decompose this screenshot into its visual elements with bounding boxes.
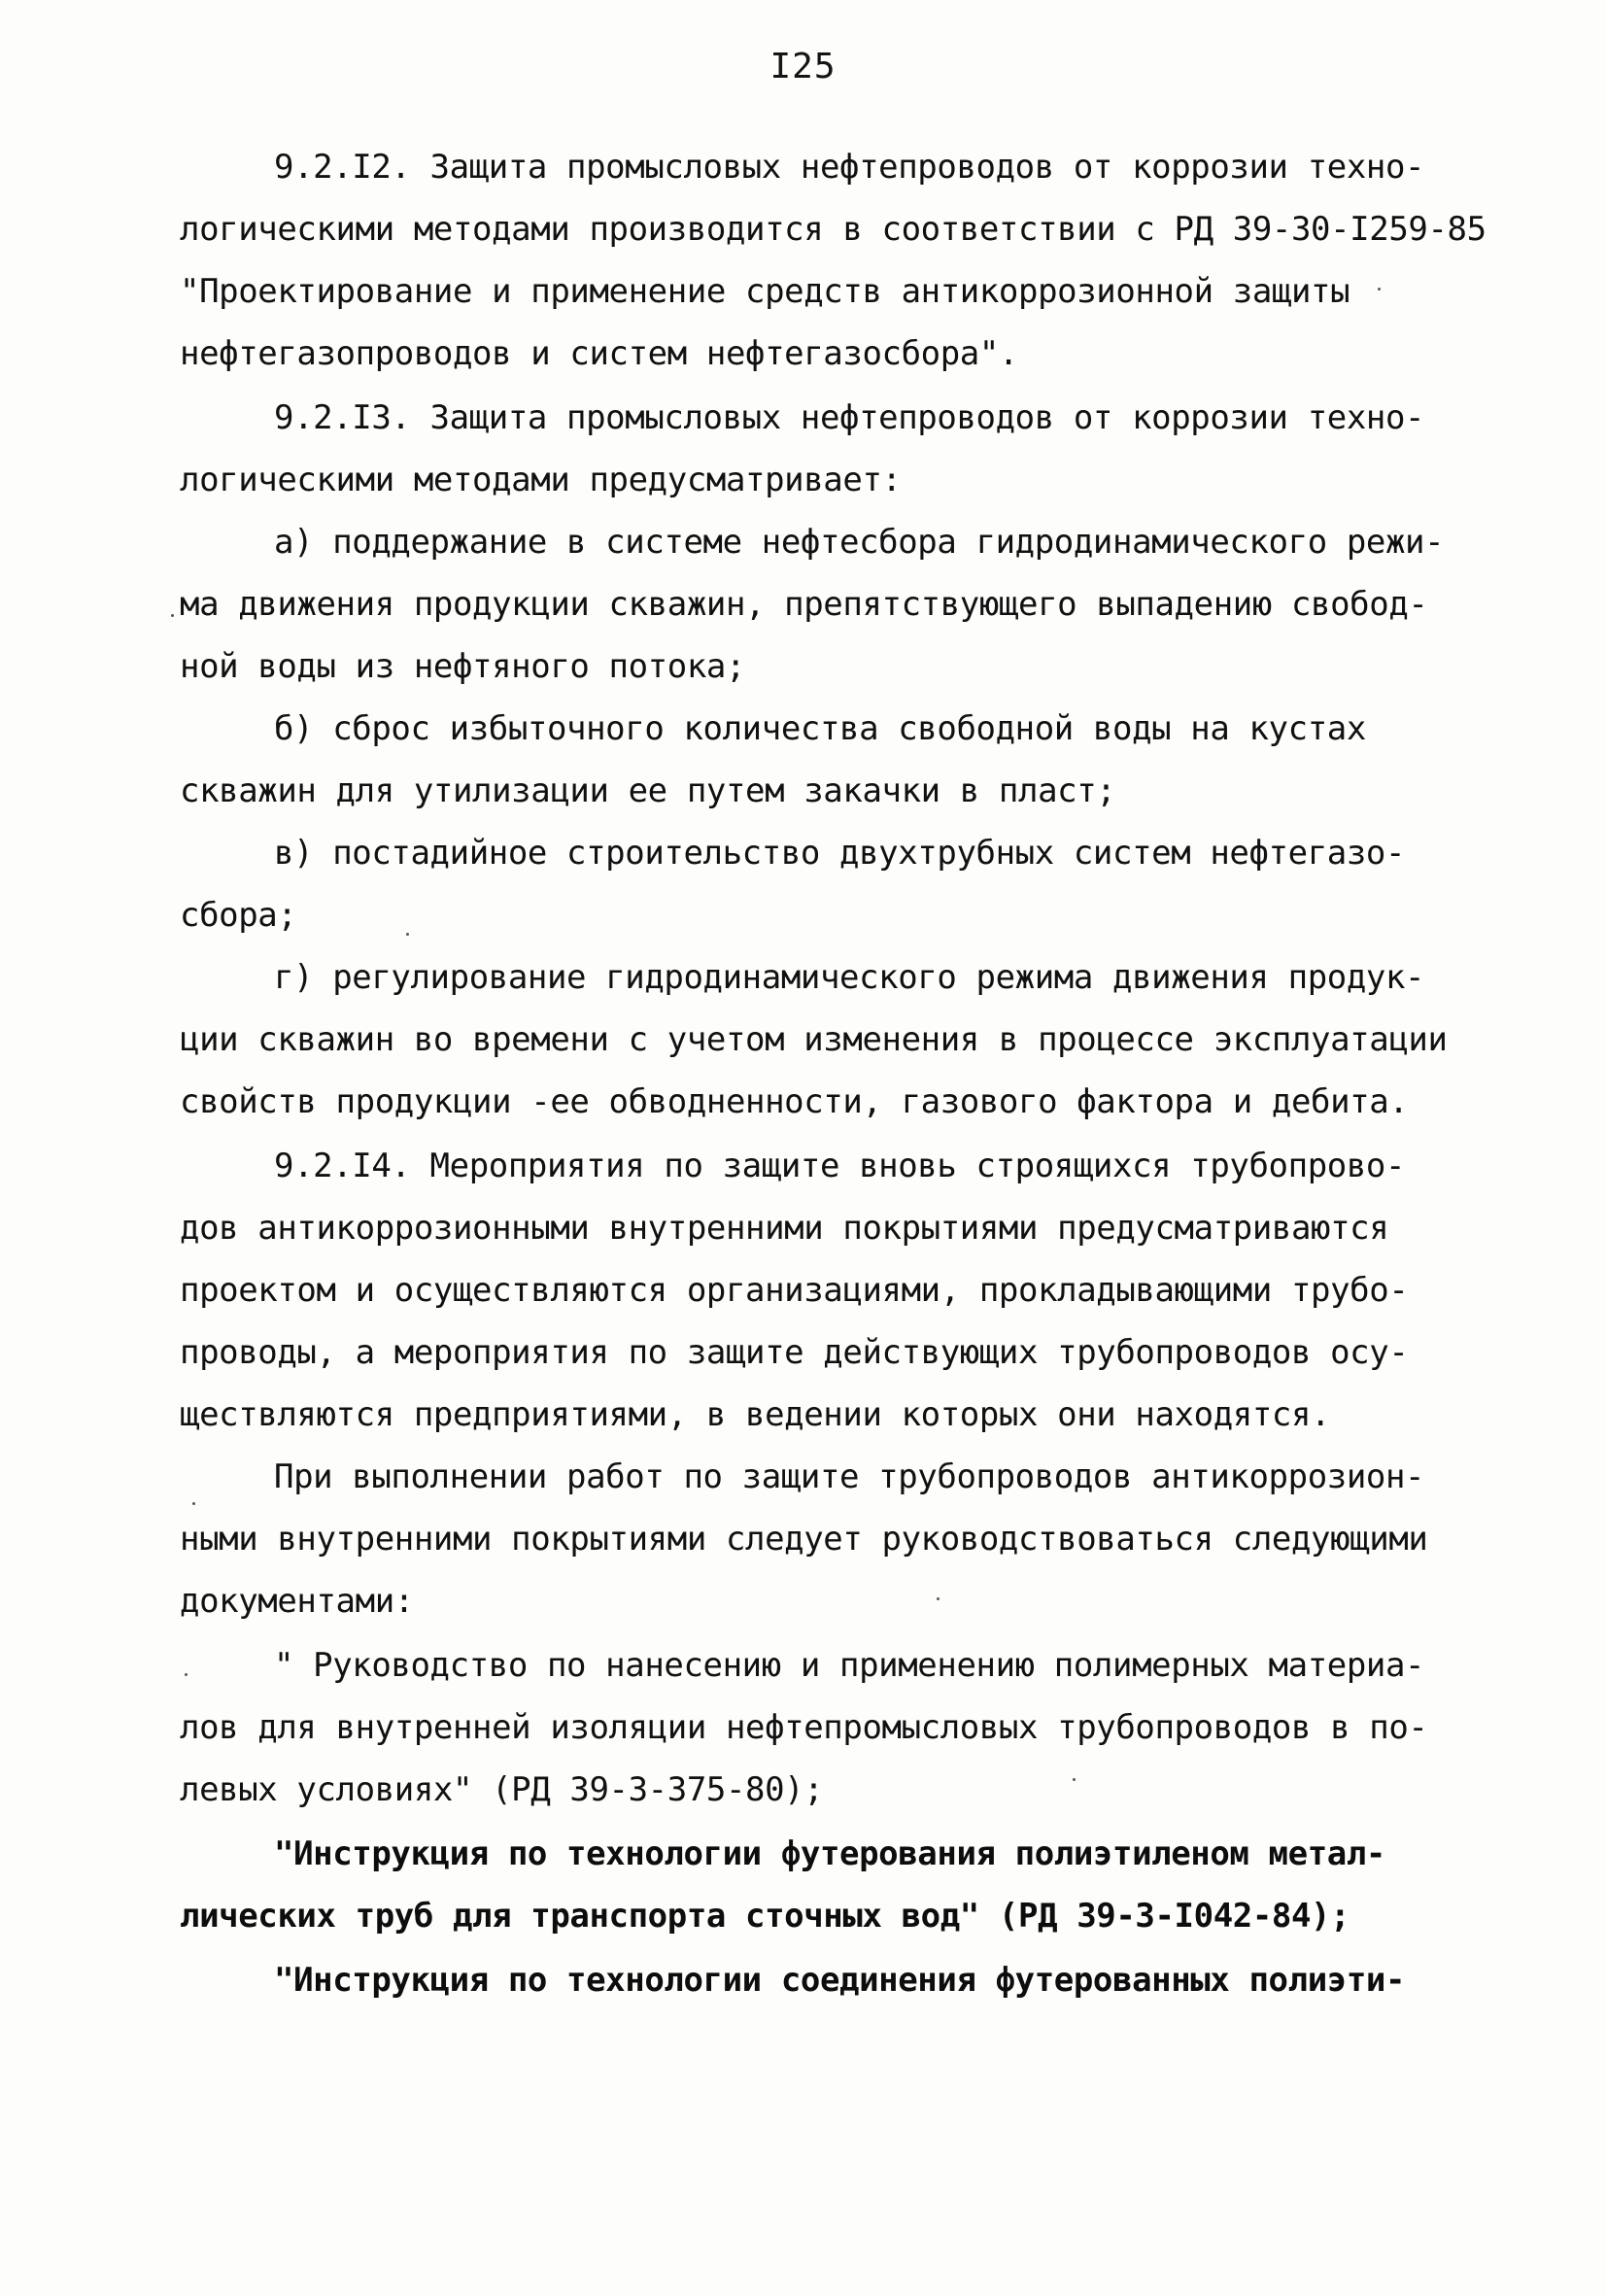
list-item-v-line-2: сбора; <box>180 896 297 935</box>
scan-speck <box>185 1673 188 1676</box>
list-item-a-line-2: ма движения продукции скважин, препятствующего выпадению свобод- <box>180 585 1428 624</box>
document-reference-1-line-2: лов для внутренней изоляции нефтепромысловых трубопроводов в по- <box>180 1708 1428 1747</box>
scan-speck <box>406 933 409 936</box>
list-item-g-line-1: г) регулирование гидродинамического режима движения продук- <box>274 958 1425 997</box>
scan-speck <box>192 1502 195 1505</box>
paragraph-9-2-14-line-2: дов антикоррозионными внутренними покрытиями предусматриваются <box>180 1209 1389 1248</box>
scan-speck <box>1073 1778 1076 1781</box>
document-reference-3-line-1: "Инструкция по технологии соединения футерованных полиэти- <box>274 1961 1406 2000</box>
paragraph-9-2-12-line-1: 9.2.I2. Защита промысловых нефтепроводов от коррозии техно- <box>274 148 1425 187</box>
document-reference-2-line-2: лических труб для транспорта сточных вод" (РД 39-3-I042-84); <box>180 1897 1350 1936</box>
paragraph-9-2-13-line-1: 9.2.I3. Защита промысловых нефтепроводов от коррозии техно- <box>274 398 1425 437</box>
paragraph-9-2-13-line-2: логическими методами предусматривает: <box>180 461 902 499</box>
scan-speck <box>171 614 174 617</box>
paragraph-works-line-3: документами: <box>180 1582 414 1621</box>
document-reference-1-line-1: " Руководство по нанесению и применению полимерных материа- <box>274 1646 1425 1685</box>
list-item-b-line-1: б) сброс избыточного количества свободной воды на кустах <box>274 709 1366 748</box>
list-item-g-line-3: свойств продукции -ее обводненности, газового фактора и дебита. <box>180 1082 1409 1121</box>
paragraph-9-2-12-line-4: нефтегазопроводов и систем нефтегазосбора". <box>180 334 1018 373</box>
paragraph-9-2-14-line-4: проводы, а мероприятия по защите действующих трубопроводов осу- <box>180 1333 1409 1372</box>
document-reference-2-line-1: "Инструкция по технологии футерования полиэтиленом метал- <box>274 1834 1385 1873</box>
list-item-g-line-2: ции скважин во времени с учетом изменения в процессе эксплуатации <box>180 1020 1448 1059</box>
document-reference-1-line-3: левых условиях" (РД 39-3-375-80); <box>180 1770 824 1809</box>
list-item-a-line-3: ной воды из нефтяного потока; <box>180 647 746 686</box>
paragraph-works-line-1: При выполнении работ по защите трубопроводов антикоррозион- <box>274 1457 1425 1496</box>
paragraph-9-2-12-line-3: "Проектирование и применение средств антикоррозионной защиты <box>180 272 1350 311</box>
paragraph-9-2-12-line-2: логическими методами производится в соответствии с РД 39-30-I259-85 <box>180 210 1486 249</box>
list-item-a-line-1: а) поддержание в системе нефтесбора гидродинамического режи- <box>274 523 1445 562</box>
scan-speck <box>937 1597 940 1600</box>
paragraph-9-2-14-line-1: 9.2.I4. Мероприятия по защите вновь строящихся трубопрово- <box>274 1147 1406 1185</box>
page-number: I25 <box>769 47 837 86</box>
paragraph-9-2-14-line-5: ществляются предприятиями, в ведении которых они находятся. <box>180 1395 1331 1434</box>
list-item-v-line-1: в) постадийное строительство двухтрубных систем нефтегазо- <box>274 834 1406 873</box>
list-item-b-line-2: скважин для утилизации ее путем закачки в пласт; <box>180 771 1116 810</box>
paragraph-9-2-14-line-3: проектом и осуществляются организациями, прокладывающими трубо- <box>180 1271 1409 1310</box>
paragraph-works-line-2: ными внутренними покрытиями следует руководствоваться следующими <box>180 1520 1428 1559</box>
scan-speck <box>1378 288 1381 291</box>
